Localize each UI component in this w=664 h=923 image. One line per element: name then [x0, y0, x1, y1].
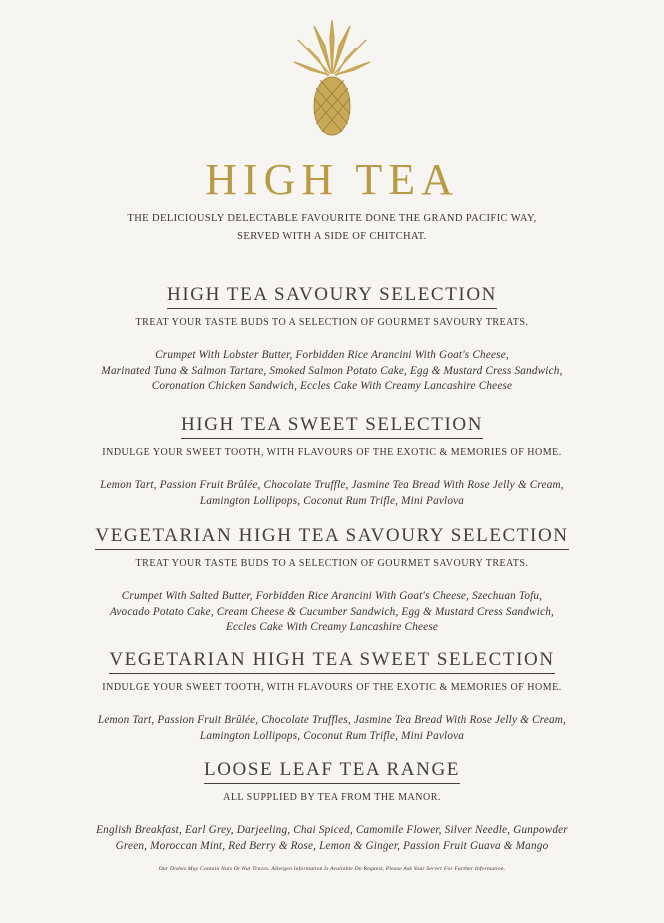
- page-title: HIGH TEA: [205, 155, 459, 204]
- section-subheading: INDULGE YOUR SWEET TOOTH, WITH FLAVOURS OF THE EXOTIC & MEMORIES OF HOME.: [102, 447, 562, 458]
- menu-line: English Breakfast, Earl Grey, Darjeeling, Chai Spiced, Camomile Flower, Silver Needle, Gunpowder: [96, 824, 568, 836]
- menu-items: [0, 823, 664, 854]
- section-subheading: TREAT YOUR TASTE BUDS TO A SELECTION OF GOURMET SAVOURY TREATS.: [135, 558, 529, 569]
- section-heading: VEGETARIAN HIGH TEA SWEET SELECTION: [109, 649, 554, 674]
- section-subheading: INDULGE YOUR SWEET TOOTH, WITH FLAVOURS OF THE EXOTIC & MEMORIES OF HOME.: [102, 682, 562, 693]
- menu-line: Coronation Chicken Sandwich, Eccles Cake With Creamy Lancashire Cheese: [151, 380, 513, 392]
- menu-line: Eccles Cake With Creamy Lancashire Cheese: [225, 621, 439, 633]
- section-heading: HIGH TEA SAVOURY SELECTION: [167, 284, 497, 309]
- intro-text: [0, 210, 664, 246]
- menu-line: Lamington Lollipops, Coconut Rum Trifle, Mini Pavlova: [199, 729, 465, 742]
- allergen-note: Our Dishes May Contain Nuts Or Nut Traces. Allergen Information Is Available On Request, Please Ask Your Server For Further Information.: [158, 866, 506, 872]
- menu-items: [0, 348, 664, 395]
- section-sweet: [0, 414, 664, 509]
- menu-line: Green, Moroccan Mint, Red Berry & Rose, Lemon & Ginger, Passion Fruit Guava & Mango: [115, 839, 549, 852]
- menu-items: [0, 713, 664, 744]
- section-veg-savoury: [0, 525, 664, 636]
- section-heading: HIGH TEA SWEET SELECTION: [181, 414, 483, 439]
- section-subheading: TREAT YOUR TASTE BUDS TO A SELECTION OF GOURMET SAVOURY TREATS.: [135, 317, 529, 328]
- menu-line: Lemon Tart, Passion Fruit Brûlée, Chocolate Truffles, Jasmine Tea Bread With Rose Jelly & Cream,: [97, 714, 567, 726]
- section-tea-range: [0, 759, 664, 854]
- section-subheading: ALL SUPPLIED BY TEA FROM THE MANOR.: [223, 792, 441, 803]
- section-heading: LOOSE LEAF TEA RANGE: [204, 759, 460, 784]
- menu-line: Lamington Lollipops, Coconut Rum Trifle, Mini Pavlova: [199, 494, 465, 507]
- section-heading: VEGETARIAN HIGH TEA SAVOURY SELECTION: [95, 525, 568, 550]
- intro-line: THE DELICIOUSLY DELECTABLE FAVOURITE DONE THE GRAND PACIFIC WAY,: [127, 213, 537, 224]
- menu-line: Crumpet With Salted Butter, Forbidden Rice Arancini With Goat's Cheese, Szechuan Tofu,: [121, 590, 543, 602]
- menu-line: Marinated Tuna & Salmon Tartare, Smoked Salmon Potato Cake, Egg & Mustard Cress Sandwich,: [101, 364, 563, 377]
- section-veg-sweet: [0, 649, 664, 744]
- menu-items: [0, 589, 664, 636]
- intro-line: SERVED WITH A SIDE OF CHITCHAT.: [237, 231, 427, 242]
- pineapple-icon: [292, 18, 372, 140]
- menu-items: [0, 478, 664, 509]
- menu-line: Avocado Potato Cake, Cream Cheese & Cucumber Sandwich, Egg & Mustard Cress Sandwich,: [109, 605, 555, 618]
- menu-line: Lemon Tart, Passion Fruit Brûlée, Chocolate Truffle, Jasmine Tea Bread With Rose Jelly & Cream,: [100, 479, 564, 491]
- menu-line: Crumpet With Lobster Butter, Forbidden Rice Arancini With Goat's Cheese,: [155, 349, 509, 361]
- section-savoury: [0, 284, 664, 395]
